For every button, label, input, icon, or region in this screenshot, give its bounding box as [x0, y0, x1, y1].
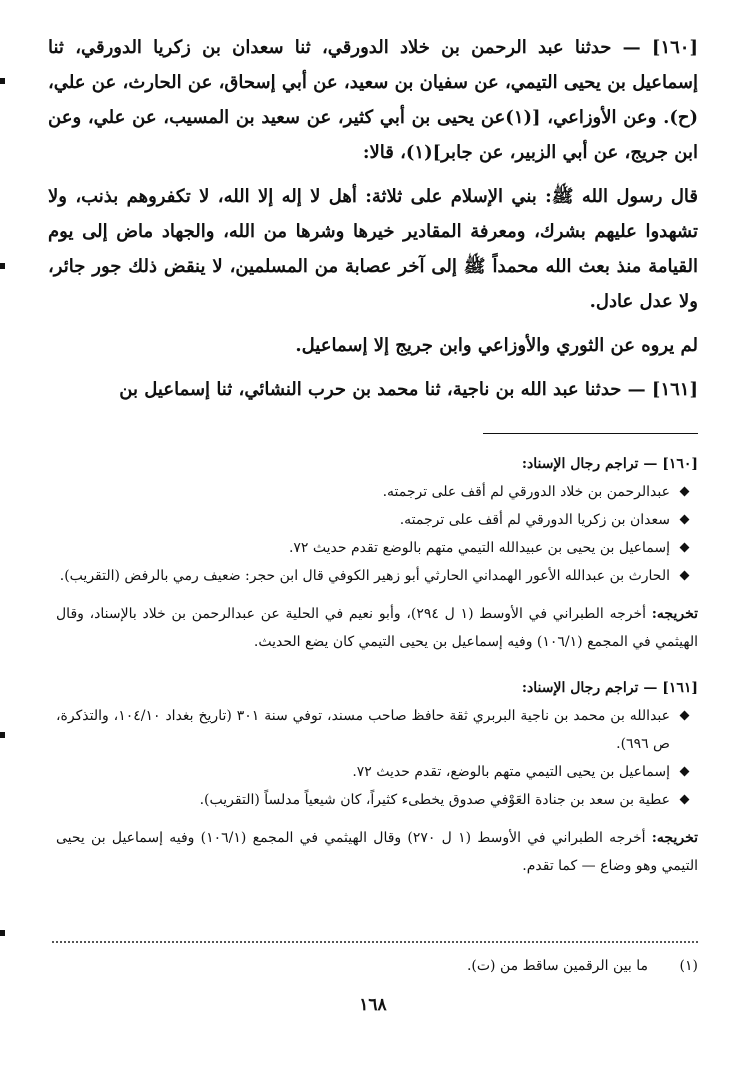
- main-text: [48, 30, 698, 407]
- note-160-takhrij: [56, 600, 698, 656]
- scan-edge-mark: [0, 263, 5, 269]
- list-item: الحارث بن عبدالله الأعور الهمداني الحارثي أبو زهير الكوفي قال ابن حجر: ضعيف رمي بالرفض (التقريب).: [56, 562, 692, 590]
- footnote-text: ما بين الرقمين ساقط من (ت).: [466, 958, 648, 974]
- list-item: إسماعيل بن يحيى التيمي متهم بالوضع، تقدم حديث ٧٢.: [56, 758, 692, 786]
- note-161-takhrij: [56, 824, 698, 880]
- scan-edge-mark: [0, 930, 5, 936]
- list-item: عبدالرحمن بن خلاد الدورقي لم أقف على ترجمته.: [56, 478, 692, 506]
- takhrij-text: أخرجه الطبراني في الأوسط (١ ل ٢٧٠) وقال الهيثمي في المجمع (١٠٦/١) وفيه إسماعيل بن يحيى التيمي وهو وضاع — كما تقدم.: [56, 830, 698, 874]
- footnote: [52, 952, 698, 980]
- footnote-number: (١): [679, 958, 698, 974]
- takhrij-text: أخرجه الطبراني في الأوسط (١ ل ٢٩٤)، وأبو نعيم في الحلية عن عبدالرحمن بن خلاد بالإسناد، وقال الهيثمي في المجمع (١٠٦/١) وفيه إسماعيل بن يحيى التيمي كان يضع الحديث.: [56, 606, 698, 650]
- takhrij-label: تخريجه:: [651, 606, 699, 622]
- notes-section: [56, 450, 698, 880]
- list-item: عبدالله بن محمد بن ناجية البربري ثقة حافظ صاحب مسند، توفي سنة ٣٠١ (تاريخ بغداد ١٠٤/١٠، والتذكرة، ص ٦٩٦).: [56, 702, 692, 758]
- hadith-160-matn: قال رسول الله ﷺ: بني الإسلام على ثلاثة: أهل لا إله إلا الله، لا تكفروهم بذنب، ولا تشهدوا عليهم بشرك، ومعرفة المقادير خيرها وشرها من الله، والجهاد ماض إلى يوم القيامة منذ بعث الله محمداً ﷺ إلى آخر عصابة من المسلمين، لا ينقض ذلك جور جائر، ولا عدل عادل.: [48, 186, 698, 312]
- note-160-narrators-list: [56, 478, 698, 590]
- hadith-160-comment: لم يروه عن الثوري والأوزاعي وابن جريج إلا إسماعيل.: [295, 335, 698, 356]
- list-item: إسماعيل بن يحيى بن عبيدالله التيمي متهم بالوضع تقدم حديث ٧٢.: [56, 534, 692, 562]
- list-item: عطية بن سعد بن جنادة العَوْفي صدوق يخطىء كثيراً، كان شيعياً مدلساً (التقريب).: [56, 786, 692, 814]
- scan-edge-mark: [0, 78, 5, 84]
- hadith-160-isnad: [١٦٠] — حدثنا عبد الرحمن بن خلاد الدورقي، ثنا سعدان بن زكريا الدورقي، ثنا إسماعيل بن يحيى التيمي، عن سفيان بن سعيد، عن أبي إسحاق، عن الحارث، عن علي، (ح). وعن الأوزاعي، [(١)عن يحيى بن أبي كثير، عن سعيد بن المسيب، عن علي، وعن ابن جريج، عن أبي الزبير، عن جابر](١)، قالا:: [48, 37, 699, 163]
- note-161-heading: [١٦١] — تراجم رجال الإسناد:: [521, 680, 698, 696]
- takhrij-label: تخريجه:: [651, 830, 698, 846]
- list-item: سعدان بن زكريا الدورقي لم أقف على ترجمته.: [56, 506, 692, 534]
- scan-edge-mark: [0, 732, 5, 738]
- page-number: ١٦٨: [359, 995, 387, 1015]
- note-161-narrators-list: [56, 702, 698, 814]
- notes-separator-rule: [483, 433, 698, 434]
- footnote-dotted-separator: [52, 941, 698, 943]
- hadith-161-isnad: [١٦١] — حدثنا عبد الله بن ناجية، ثنا محمد بن حرب النشائي، ثنا إسماعيل بن: [119, 379, 698, 400]
- note-160-heading: [١٦٠] — تراجم رجال الإسناد:: [521, 456, 698, 472]
